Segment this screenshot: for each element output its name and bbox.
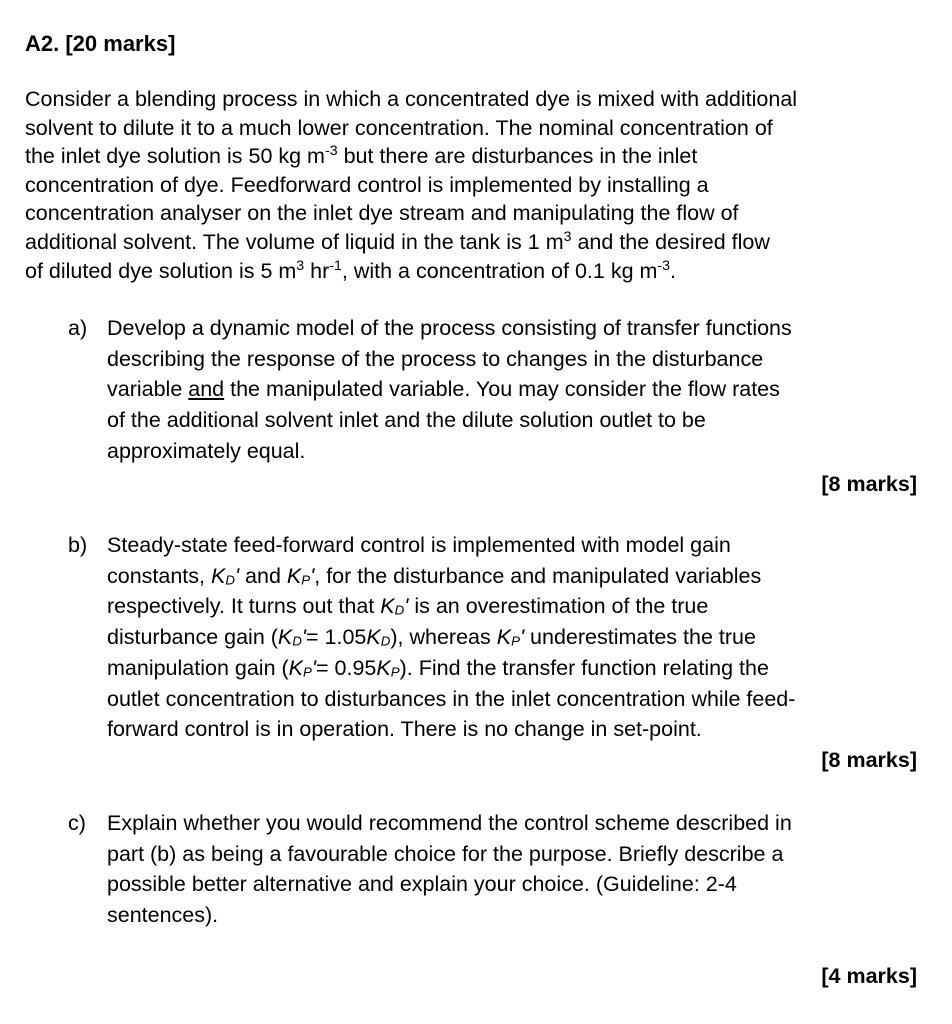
- intro-line: of diluted dye solution is 5 $m^3$ $hr^{-1}$, with a concentration of 0.1 kg $m^{-3}$.: [25, 257, 677, 283]
- part-a-marks: [8 marks]: [821, 472, 917, 496]
- question-intro-paragraph: [25, 85, 925, 285]
- intro-line: concentration of dye. Feedforward control is implemented by installing a: [25, 172, 709, 197]
- underlined-and: and: [188, 377, 225, 402]
- kp-prime-symbol: $K_Pʹ$: [286, 563, 315, 588]
- intro-line: solvent to dilute it to a much lower concentration. The nominal concentration of: [25, 115, 773, 140]
- part-b-marks: [8 marks]: [821, 748, 917, 772]
- kd-prime-symbol: $K_Dʹ$: [210, 563, 240, 588]
- intro-line: Consider a blending process in which a concentrated dye is mixed with additional: [25, 87, 798, 111]
- kp-prime-symbol: $K_Pʹ$: [496, 625, 525, 650]
- intro-line: the inlet dye solution is 50 kg $m^{-3}$ but there are disturbances in the inlet: [25, 143, 698, 169]
- question-heading: A2. [20 marks]: [25, 31, 176, 56]
- kp-symbol: $K_P$: [376, 655, 400, 680]
- part-c-letter: c): [68, 811, 86, 835]
- kd-symbol: $K_D$: [366, 625, 391, 650]
- kp-prime-symbol: $K_Pʹ$: [288, 655, 317, 680]
- part-b-letter: b): [68, 533, 88, 557]
- kd-prime-symbol: $K_Dʹ$: [277, 625, 307, 650]
- part-c-text: Explain whether you would recommend the control scheme described in part (b) as being a favourable choice for the purpose. Briefly describe a possible better alternative and explain your choice. (Guideline: 2-4 sentences).: [107, 811, 792, 928]
- part-b-text: Steady-state feed-forward control is implemented with model gain constants, $K_Dʹ$ and $K_Pʹ$, for the disturbance and manipulated variables respectively. It turns out that $K_Dʹ$ is an overestimation of the true disturbance gain $(K_Dʹ= 1.05K_D)$, whereas $K_Pʹ$ underestimates the true manipulation gain $(K_Pʹ= 0.95K_P)$. Find the transfer function relating the outlet concentration to disturbances in the inlet concentration while feed- forward control is in operation. There is no change in set-point.: [107, 533, 796, 742]
- part-c-marks: [4 marks]: [821, 964, 917, 988]
- intro-line: additional solvent. The volume of liquid in the tank is 1 $m^3$ and the desired flow: [25, 229, 770, 254]
- part-a-letter: a): [68, 316, 88, 340]
- intro-line: concentration analyser on the inlet dye stream and manipulating the flow of: [25, 201, 739, 226]
- kd-prime-symbol: $K_Dʹ$: [380, 594, 409, 619]
- part-a-text: Develop a dynamic model of the process consisting of transfer functions describing the response of the process to changes in the disturbance variable and the manipulated variable. You may consider the flow rates of the additional solvent inlet and the dilute solution outlet to be approximately equal.: [107, 316, 792, 463]
